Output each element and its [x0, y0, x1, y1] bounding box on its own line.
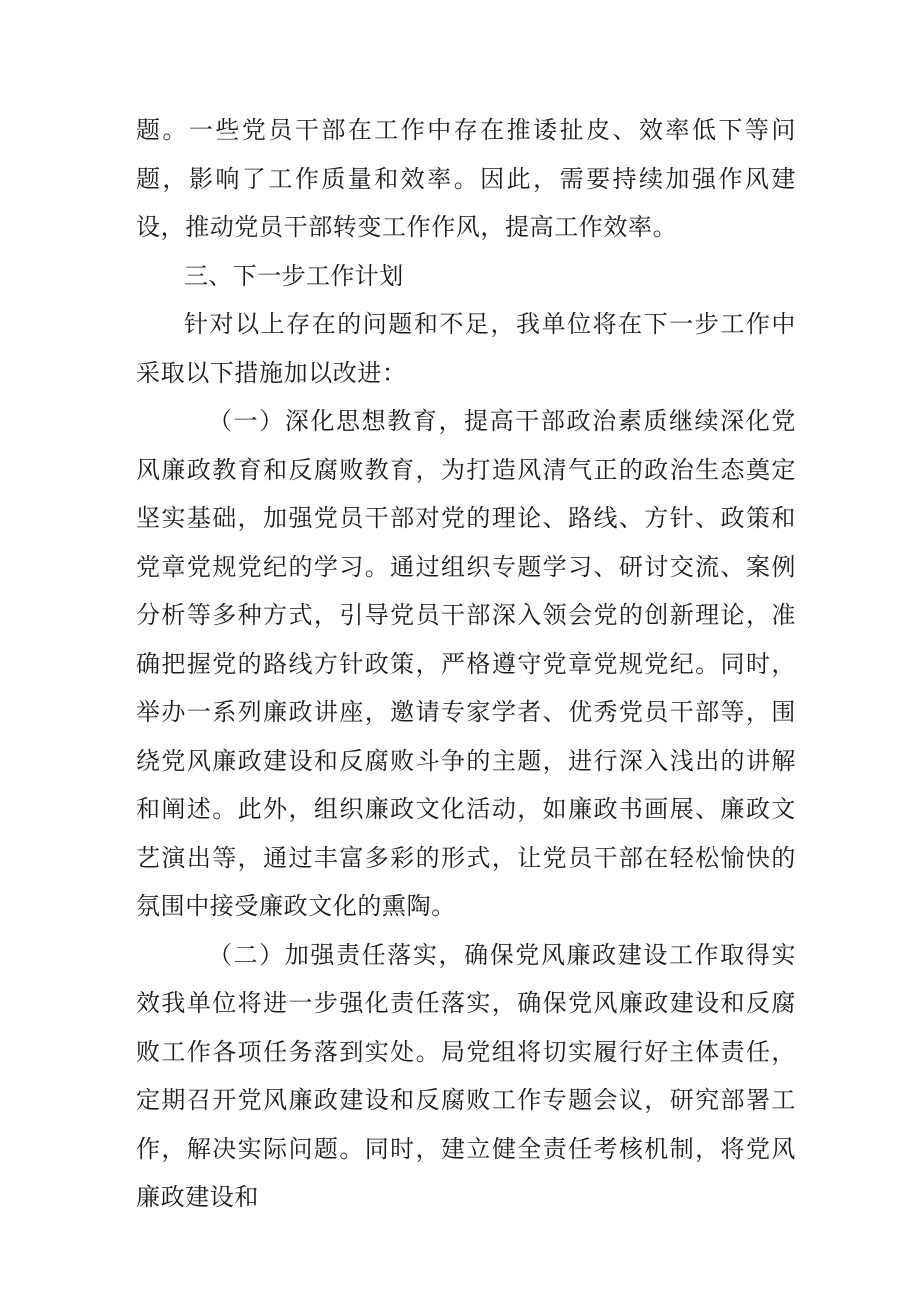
paragraph-intro: 针对以上存在的问题和不足，我单位将在下一步工作中采取以下措施加以改进：	[136, 310, 796, 387]
section-heading: 三、下一步工作计划	[184, 261, 404, 290]
paragraph-item-two: （二）加强责任落实，确保党风廉政建设工作取得实效我单位将进一步强化责任落实，确保党风廉政建设和反腐败工作各项任务落到实处。局党组将切实履行好主体责任，定期召开党风廉政建设和反腐败工作专题会议，研究部署工作，解决实际问题。同时，建立健全责任考核机制，将党风廉政建设和	[136, 940, 796, 1211]
paragraph-item-one: （一）深化思想教育，提高干部政治素质继续深化党风廉政教育和反腐败教育，为打造风清气正的政治生态奠定坚实基础，加强党员干部对党的理论、路线、方针、政策和党章党规党纪的学习。通过组织专题学习、研讨交流、案例分析等多种方式，引导党员干部深入领会党的创新理论，准确把握党的路线方针政策，严格遵守党章党规党纪。同时，举办一系列廉政讲座，邀请专家学者、优秀党员干部等，围绕党风廉政建设和反腐败斗争的主题，进行深入浅出的讲解和阐述。此外，组织廉政文化活动，如廉政书画展、廉政文艺演出等，通过丰富多彩的形式，让党员干部在轻松愉快的氛围中接受廉政文化的熏陶。	[136, 407, 796, 920]
document-page	[136, 106, 796, 1222]
paragraph-continuation: 题。一些党员干部在工作中存在推诿扯皮、效率低下等问题，影响了工作质量和效率。因此，需要持续加强作风建设，推动党员干部转变工作作风，提高工作效率。	[136, 116, 796, 241]
